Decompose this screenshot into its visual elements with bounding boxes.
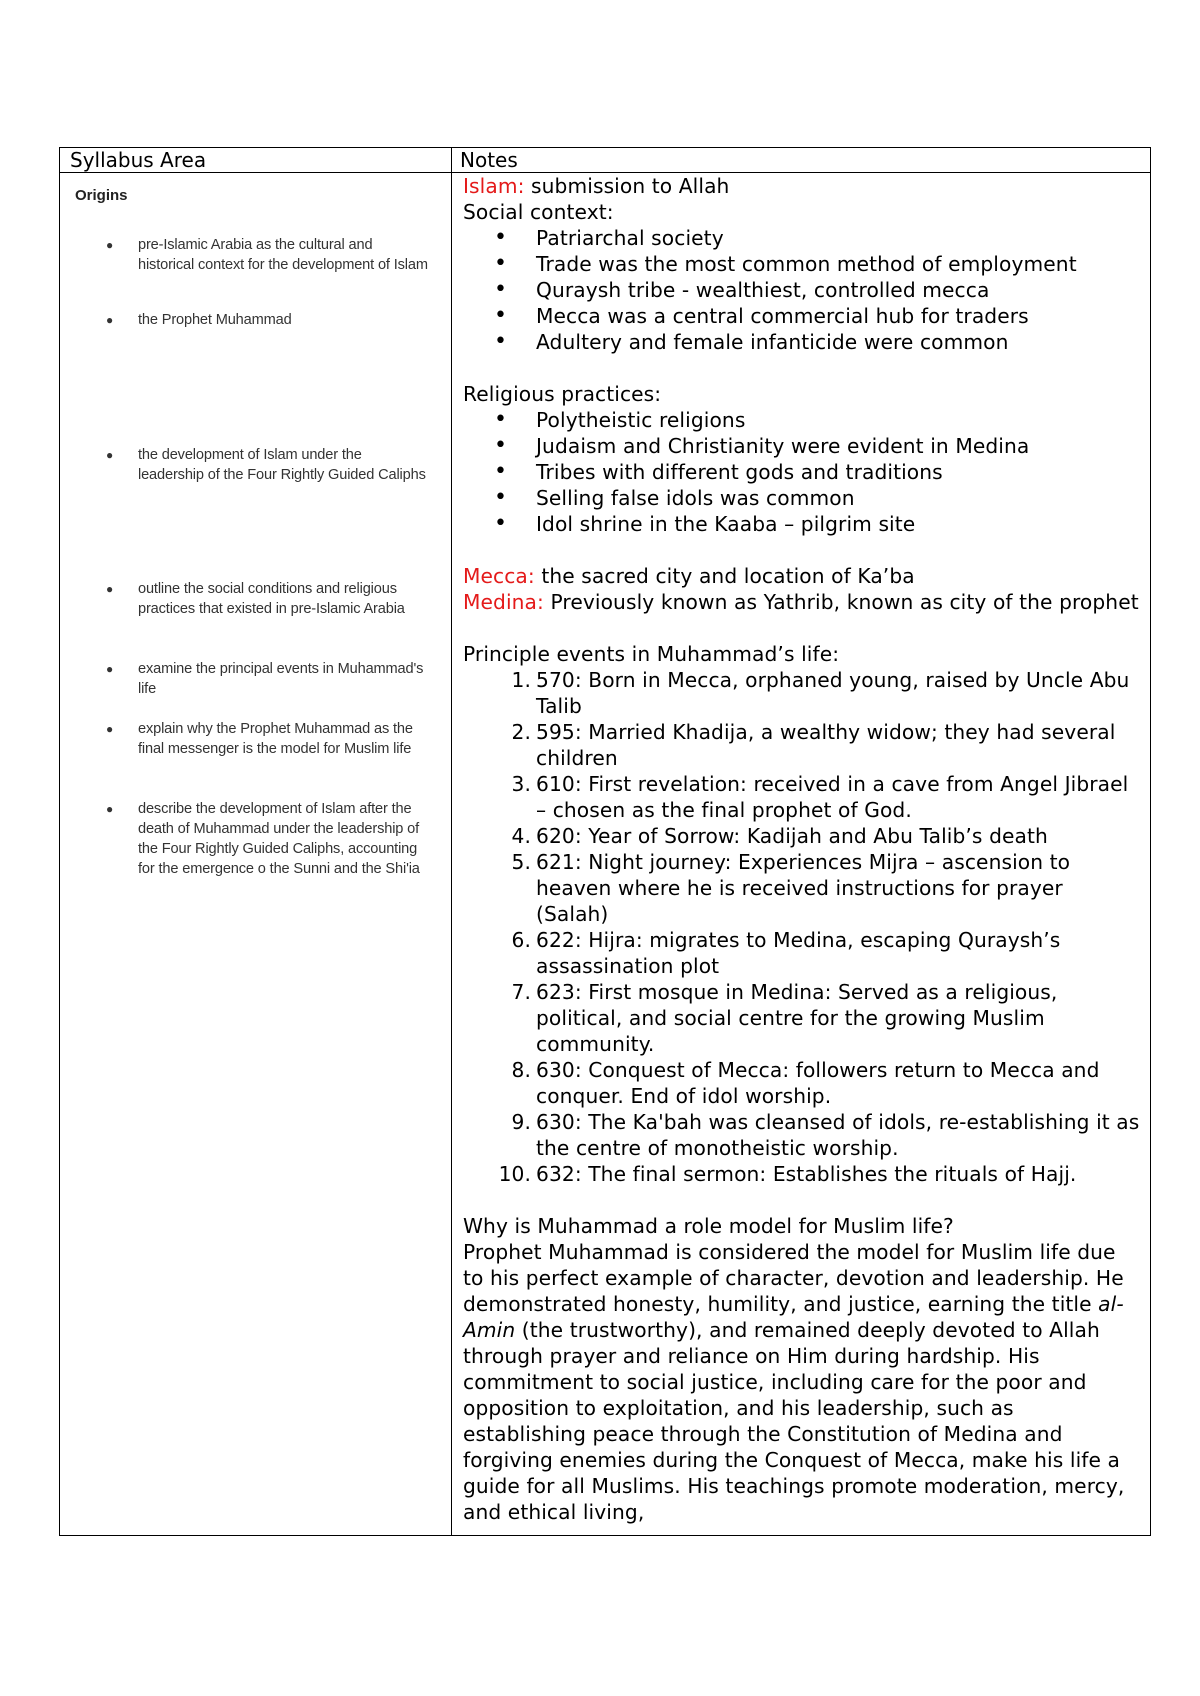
- syllabus-cell: [60, 173, 452, 1536]
- events-list: [463, 667, 1140, 1187]
- list-item: • Patriarchal society: [463, 225, 1140, 251]
- syllabus-heading: Origins: [75, 187, 128, 204]
- list-item: • Quraysh tribe - wealthiest, controlled mecca: [463, 277, 1140, 303]
- header-notes: Notes: [452, 148, 1151, 173]
- list-item: 8. 630: Conquest of Mecca: followers return to Mecca and conquer. End of idol worship.: [511, 1058, 1100, 1108]
- religious-practices-heading: Religious practices:: [463, 382, 662, 406]
- list-item: 1. 570: Born in Mecca, orphaned young, raised by Uncle Abu Talib: [511, 668, 1130, 718]
- syllabus-item: ● describe the development of Islam after the death of Muhammad under the leadership of the Four Rightly Guided Caliphs, accounting for the emergence o the Sunni and the Shi'ia: [106, 801, 420, 877]
- al-amin-title: al-Amin: [463, 1292, 1124, 1342]
- syllabus-item: ● examine the principal events in Muhammad's life: [106, 661, 424, 697]
- table-body-row: [60, 173, 1151, 1536]
- syllabus-item: ● outline the social conditions and religious practices that existed in pre-Islamic Arabia: [106, 581, 405, 617]
- islam-term: Islam:: [463, 174, 525, 198]
- religious-practices-list: [463, 407, 1140, 537]
- notes-table: [59, 147, 1151, 1536]
- list-item: • Judaism and Christianity were evident in Medina: [463, 433, 1140, 459]
- list-item: 5. 621: Night journey: Experiences Mijra – ascension to heaven where he is received instructions for prayer (Salah): [511, 850, 1071, 926]
- list-item: • Adultery and female infanticide were common: [463, 329, 1140, 355]
- list-item: 9. 630: The Ka'bah was cleansed of idols, re-establishing it as the centre of monotheistic worship.: [511, 1110, 1140, 1160]
- social-context-list: [463, 225, 1140, 355]
- list-item: 3. 610: First revelation: received in a cave from Angel Jibrael – chosen as the final prophet of God.: [511, 772, 1129, 822]
- list-item: • Idol shrine in the Kaaba – pilgrim site: [463, 511, 1140, 537]
- social-context-heading: Social context:: [463, 200, 614, 224]
- list-item: 7. 623: First mosque in Medina: Served as a religious, political, and social centre for the growing Muslim community.: [511, 980, 1058, 1056]
- list-item: 4. 620: Year of Sorrow: Kadijah and Abu Talib’s death: [511, 824, 1048, 848]
- syllabus-item: ● explain why the Prophet Muhammad as the final messenger is the model for Muslim life: [106, 721, 413, 757]
- list-item: 6. 622: Hijra: migrates to Medina, escaping Quraysh’s assassination plot: [511, 928, 1061, 978]
- header-syllabus-area: Syllabus Area: [60, 148, 452, 173]
- list-item: • Mecca was a central commercial hub for traders: [463, 303, 1140, 329]
- mecca-definition: Mecca: the sacred city and location of Ka’ba: [463, 564, 915, 588]
- list-item: 2. 595: Married Khadija, a wealthy widow; they had several children: [511, 720, 1116, 770]
- list-item: 10. 632: The final sermon: Establishes the rituals of Hajj.: [498, 1162, 1077, 1186]
- notes-cell: [452, 173, 1151, 1536]
- list-item: • Selling false idols was common: [463, 485, 1140, 511]
- syllabus-item: ● pre-Islamic Arabia as the cultural and historical context for the development of Islam: [106, 237, 428, 273]
- islam-definition: Islam: submission to Allah: [463, 174, 730, 198]
- table-header-row: [60, 148, 1151, 173]
- events-heading: Principle events in Muhammad’s life:: [463, 642, 840, 666]
- syllabus-item: ● the development of Islam under the leadership of the Four Rightly Guided Caliphs: [106, 447, 426, 483]
- list-item: • Polytheistic religions: [463, 407, 1140, 433]
- list-item: • Tribes with different gods and traditions: [463, 459, 1140, 485]
- medina-term: Medina:: [463, 590, 544, 614]
- list-item: • Trade was the most common method of employment: [463, 251, 1140, 277]
- role-model-question: Why is Muhammad a role model for Muslim life?: [463, 1214, 954, 1238]
- role-model-paragraph: Prophet Muhammad is considered the model for Muslim life due to his perfect example of character, devotion and leadership. He demonstrated honesty, humility, and justice, earning the title al-Amin (the trustworthy), and remained deeply devoted to Allah through prayer and reliance on Him during hardship. His commitment to social justice, including care for the poor and opposition to exploitation, and his leadership, such as establishing peace through the Constitution of Medina and forgiving enemies during the Conquest of Mecca, make his life a guide for all Muslims. His teachings promote moderation, mercy, and ethical living,: [463, 1240, 1125, 1524]
- syllabus-item: ● the Prophet Muhammad: [106, 312, 292, 328]
- medina-definition: Medina: Previously known as Yathrib, known as city of the prophet: [463, 590, 1139, 614]
- mecca-term: Mecca:: [463, 564, 535, 588]
